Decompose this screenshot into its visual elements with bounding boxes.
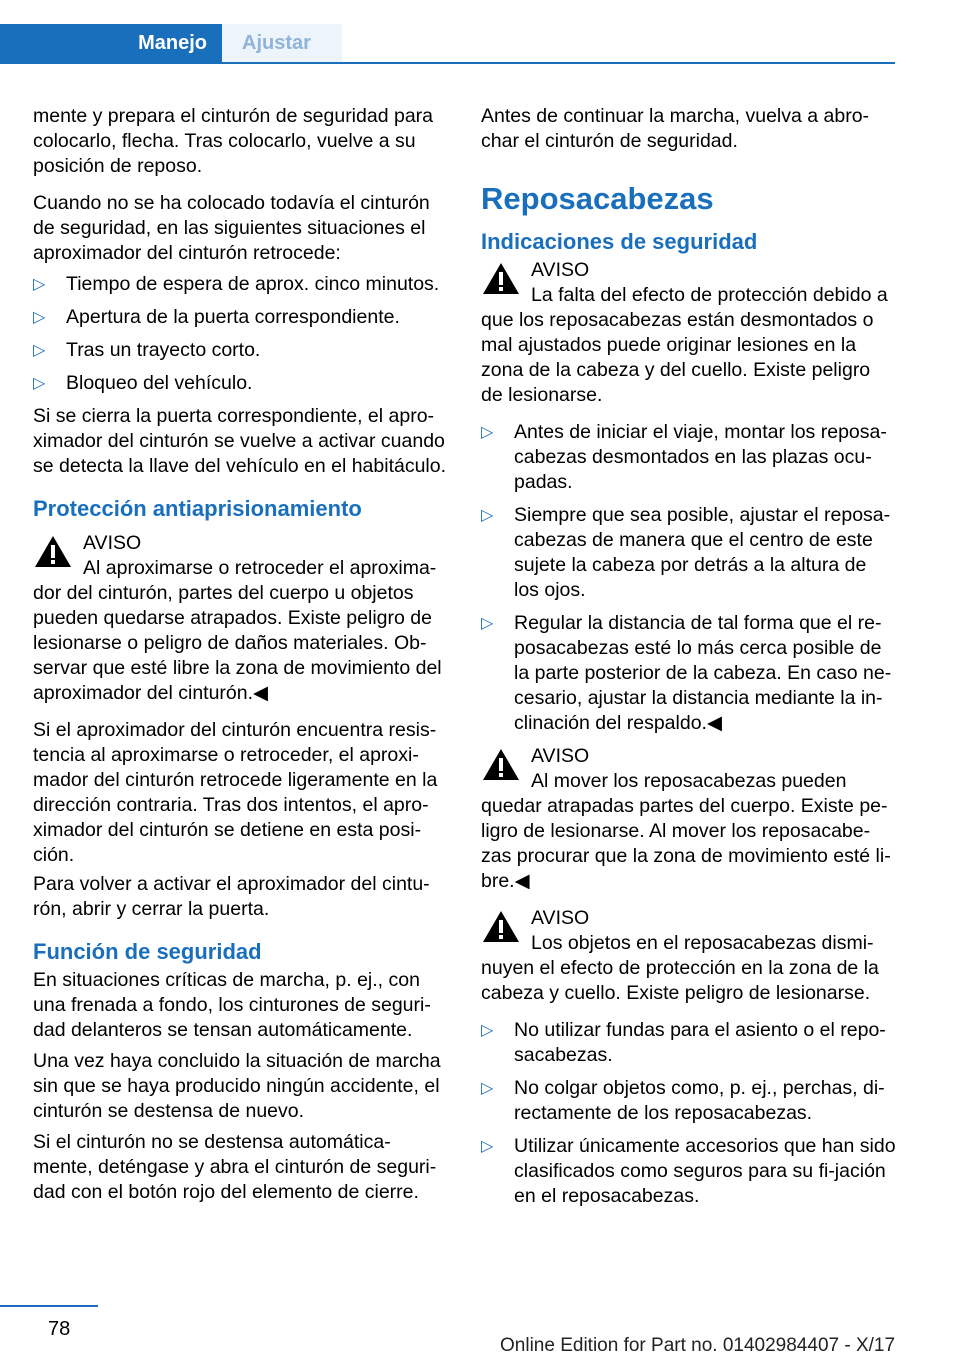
warning-text: Al aproximarse o retroceder el aproxima-dor del cinturón, partes del cuerpo u objetos pueden quedarse atrapados. Existe peligro de lesionarse o peligro de daños materiales. Ob-servar que esté libre la zona de movimiento del aproximador del cinturón.◀ [33, 557, 442, 704]
list-item-text: Bloqueo del vehículo. [66, 372, 253, 394]
bullet-icon: ▷ [33, 276, 46, 293]
right-column [481, 104, 896, 1217]
list-item [33, 371, 448, 396]
heading-indicaciones: Indicaciones de seguridad [481, 229, 758, 254]
paragraph: Cuando no se ha colocado todavía el cinturón de seguridad, en las siguientes situaciones el aproximador del cinturón retrocede: [33, 192, 430, 264]
tab-ajustar[interactable] [222, 24, 342, 62]
warning-block [33, 531, 448, 706]
tab-manejo-label: Manejo [138, 32, 207, 54]
list-item [33, 305, 448, 330]
list-item [481, 1134, 896, 1209]
paragraph: Antes de continuar la marcha, vuelva a abro-char el cinturón de seguridad. [481, 105, 870, 152]
list-item [481, 1018, 896, 1068]
paragraph: Si se cierra la puerta correspondiente, el apro-ximador del cinturón se vuelve a activar cuando se detecta la llave del vehículo en el habitáculo. [33, 405, 447, 477]
list-item [481, 611, 896, 736]
heading-funcion: Función de seguridad [33, 939, 262, 964]
footer-rule [0, 1305, 98, 1307]
list-item-text: Utilizar únicamente accesorios que han sido clasificados como seguros para su fi-jación en el reposacabezas. [514, 1135, 896, 1207]
paragraph: En situaciones críticas de marcha, p. ej., con una frenada a fondo, los cinturones de seguri-dad delanteros se tensan automáticamente. [33, 969, 431, 1041]
list-item-text: No utilizar fundas para el asiento o el repo-sacabezas. [514, 1019, 886, 1066]
bullet-icon: ▷ [481, 507, 494, 524]
bullet-list [481, 420, 896, 736]
list-item-text: Tras un trayecto corto. [66, 339, 261, 361]
warning-text: La falta del efecto de protección debido a que los reposacabezas están desmontados o mal ajustados puede originar lesiones en la zona de la cabeza y del cuello. Existe peligro de lesionarse. [481, 284, 888, 406]
paragraph: Para volver a activar el aproximador del cintu-rón, abrir y cerrar la puerta. [33, 873, 430, 920]
list-item-text: Antes de iniciar el viaje, montar los reposa-cabezas desmontados en las plazas ocu-padas. [514, 421, 887, 493]
warning-text: Al mover los reposacabezas pueden quedar atrapadas partes del cuerpo. Existe pe-ligro de lesionarse. Al mover los reposacabe-zas procurar que la zona de movimiento esté li-bre.◀ [481, 770, 891, 892]
warning-title: AVISO [531, 259, 590, 281]
bullet-list [481, 1018, 896, 1209]
section-tabs [0, 24, 895, 64]
warning-block [481, 258, 896, 408]
list-item [481, 503, 896, 603]
bullet-icon: ▷ [33, 342, 46, 359]
warning-triangle-icon [481, 909, 521, 944]
list-item [481, 1076, 896, 1126]
bullet-icon: ▷ [481, 424, 494, 441]
list-item [481, 420, 896, 495]
paragraph: Si el cinturón no se destensa automática-mente, deténgase y abra el cinturón de seguri-dad con el botón rojo del elemento de cierre. [33, 1131, 437, 1203]
tab-manejo[interactable] [0, 24, 222, 62]
list-item-text: Siempre que sea posible, ajustar el reposa-cabezas de manera que el centro de este sujete la cabeza por detrás a la altura de los ojos. [514, 504, 891, 601]
paragraph: Una vez haya concluido la situación de marcha sin que se haya producido ningún accidente, el cinturón se destensa de nuevo. [33, 1050, 441, 1122]
list-item-text: Regular la distancia de tal forma que el re-posacabezas esté lo más cerca posible de la parte posterior de la cabeza. En caso ne-cesario, ajustar la distancia mediante la in-clinación del respaldo.◀ [514, 612, 892, 734]
bullet-icon: ▷ [481, 615, 494, 632]
list-item [33, 338, 448, 363]
paragraph: mente y prepara el cinturón de seguridad para colocarlo, flecha. Tras colocarlo, vuelve a su posición de reposo. [33, 105, 433, 177]
bullet-icon: ▷ [481, 1080, 494, 1097]
bullet-icon: ▷ [33, 309, 46, 326]
list-item-text: No colgar objetos como, p. ej., perchas, di-rectamente de los reposacabezas. [514, 1077, 885, 1124]
warning-triangle-icon [33, 534, 73, 569]
warning-triangle-icon [481, 747, 521, 782]
bullet-list [33, 272, 448, 396]
warning-block [481, 906, 896, 1006]
list-item-text: Apertura de la puerta correspondiente. [66, 306, 400, 328]
paragraph: Si el aproximador del cinturón encuentra resis-tencia al aproximarse o retroceder, el aproxi-mador del cinturón retrocede ligeramente en la dirección contraria. Tras dos intentos, el apro-ximador del cinturón se detiene en esta posi-ción. [33, 719, 438, 866]
page-number: 78 [48, 1318, 71, 1340]
heading-reposacabezas: Reposacabezas [481, 181, 714, 216]
warning-title: AVISO [531, 745, 590, 767]
warning-text: Los objetos en el reposacabezas dismi-nuyen el efecto de protección en la zona de la cabeza y cuello. Existe peligro de lesionarse. [481, 932, 879, 1004]
warning-title: AVISO [531, 907, 590, 929]
bullet-icon: ▷ [481, 1022, 494, 1039]
warning-triangle-icon [481, 261, 521, 296]
bullet-icon: ▷ [33, 375, 46, 392]
warning-title: AVISO [83, 532, 142, 554]
left-column [33, 104, 448, 1217]
list-item [33, 272, 448, 297]
list-item-text: Tiempo de espera de aprox. cinco minutos. [66, 273, 440, 295]
bullet-icon: ▷ [481, 1138, 494, 1155]
edition-footer: Online Edition for Part no. 01402984407 - X/17 [500, 1335, 896, 1356]
warning-block [481, 744, 896, 894]
tab-ajustar-label: Ajustar [242, 32, 311, 54]
heading-proteccion: Protección antiaprisionamiento [33, 496, 362, 521]
